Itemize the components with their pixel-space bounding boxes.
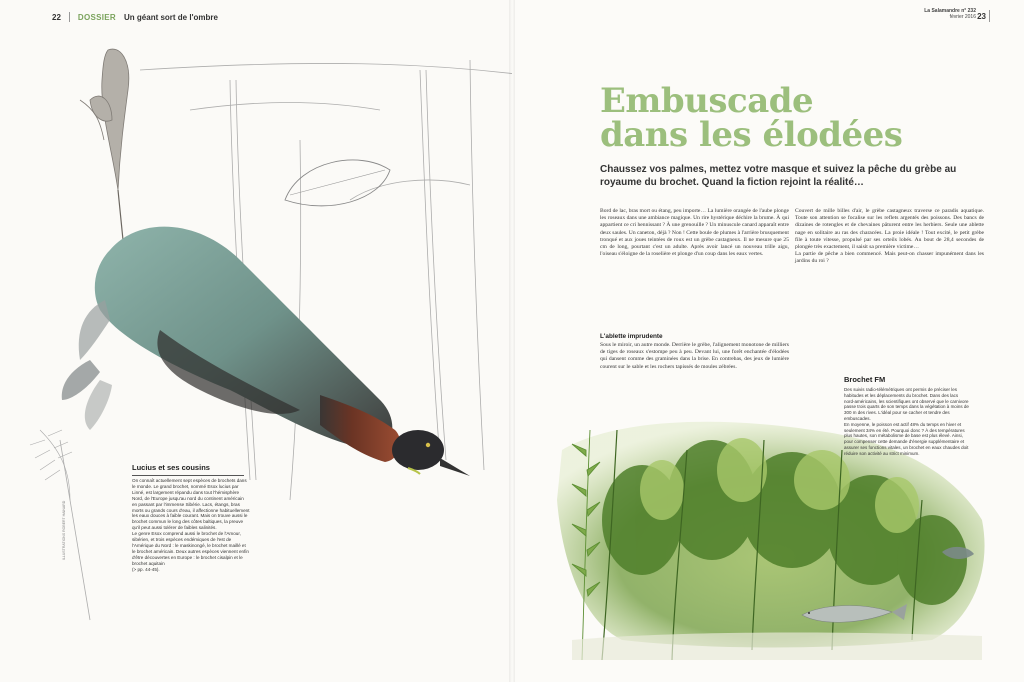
magazine-name: La Salamandre n° 232 — [924, 8, 976, 14]
article-paragraph: Couvert de mille billes d'air, le grèbe castagneux traverse ce paradis aquatique. Toute son attention se focalise sur les reflets argentés des poissons. Des bancs de dizaines de rotengles et de chevaines pâturent entre les herbiers. Seule une ablette nage en solitaire au ras des characées. La proie idéale ! Tout excité, le petit grèbe file à toute vitesse, propulsé par ses orteils lobés. Au bout de 28,4 secondes de plongée très exactement, il saisit sa première victime… — [795, 208, 984, 251]
sidebar-reference: (> pp. 44-45). — [132, 566, 160, 572]
brochet-fm-title: Brochet FM — [844, 375, 886, 384]
brochet-paragraph: Des suivis radio-télémétriques ont permis de préciser les habitudes et les déplacements du brochet. Dans des lacs nord-américains, les scientifiques ont observé que le carnivore passe trois quarts de son temps dans la végétation à moins de 300 m des rives. L'idéal pour se cacher et tendre des embuscades. — [844, 387, 969, 421]
article-standfirst: Chaussez vos palmes, mettez votre masque et suivez la pêche du grèbe au royaume du brochet. Quand la fiction rejoint la réalité… — [600, 164, 957, 188]
article-paragraph: La partie de pêche a bien commencé. Mais peut-on chasser impunément dans les jardins du roi ? — [795, 251, 984, 265]
issue-date: février 2016 — [949, 14, 976, 20]
sidebar-paragraph: On connaît actuellement sept espèces de brochets dans le monde. Le grand brochet, nommé Esox lucius par Linné, est largement répandu dans tout l'hémisphère Nord, de l'Europe jusqu'au nord du continent américain en passant par l'immense Sibérie. Lacs, étangs, bras morts ou grands cours d'eau, il affectionne habituellement les eaux douces à faible courant. Mais on trouve aussi le brochet commun le long des côtes baltiques, la preuve qu'il peut aussi tolérer de faibles salinités. — [132, 478, 250, 531]
right-page — [512, 0, 1024, 682]
dossier-topic: Un géant sort de l'ombre — [124, 12, 218, 22]
sidebar-rule — [132, 475, 244, 476]
headline-line-1: Embuscade — [600, 81, 814, 121]
headline-line-2: dans les élodées — [600, 115, 903, 155]
left-page-number: 22 — [52, 12, 61, 22]
brochet-fm-box — [844, 375, 969, 457]
sidebar-body — [132, 478, 250, 573]
article-paragraph: Bord de lac, bras mort ou étang, peu importe… La lumière orangée de l'aube plonge les roseaux dans une ambiance magique. Un rire hystérique déchire la brume. À qui appartient ce cri hennissant ? À une grenouille ? Un minuscule canard apparaît entre deux saules. Un caneton, déjà ? Non ! Cette boule de plumes à l'arrière brusquement tronqué et aux joues teintées de roux est un grèbe castagneux. Il ne mesure que 25 cm de long, pourtant c'est un adulte. Après avoir lancé un nouveau trille aigu, l'oiseau s'éloigne de la roselière et plonge d'un coup dans les eaux vertes. — [600, 208, 789, 258]
sidebar-paragraph: Le genre Esox comprend aussi le brochet de l'Amour, sibérien, et trois espèces endémiques de l'est de l'Amérique du Nord : le maskinongé, le brochet maillé et le brochet américain. Deux autres espèces viennent enfin d'être découvertes en Europe : le brochet cisalpin et le brochet aquitain — [132, 531, 249, 566]
article-subhead: L'ablette imprudente — [600, 333, 663, 340]
section-label: DOSSIER — [77, 12, 117, 22]
right-page-number: 23 — [977, 12, 986, 21]
brochet-paragraph: En moyenne, le poisson est actif 48% du temps en hiver et seulement 34% en été. Pourquoi donc ? À des températures plus hautes, son métabolisme de base est plus élevé. Ainsi, pour compenser cette demande d'énergie supplémentaire et assurer ses fonctions vitales, un brochet en eaux chaudes doit réduire son activité au strict minimum. — [844, 421, 969, 456]
article-paragraph: Sous le miroir, un autre monde. Derrière le grèbe, l'alignement monotone de milliers de tiges de roseaux s'estompe peu à peu. Devant lui, une forêt enchantée d'élodées qui dansent comme des graminées dans la brise. En contrebas, des jeux de lumière courent sur le sable et les rochers tapissés de moules zébrées. — [600, 342, 789, 370]
elodea-illustration — [512, 0, 1024, 682]
sidebar-title: Lucius et ses cousins — [132, 463, 210, 472]
illustration-credit: ILLUSTRATIONS ROBERT HAINARD — [62, 500, 66, 560]
brochet-fm-body — [844, 387, 969, 457]
page-gutter — [509, 0, 515, 682]
